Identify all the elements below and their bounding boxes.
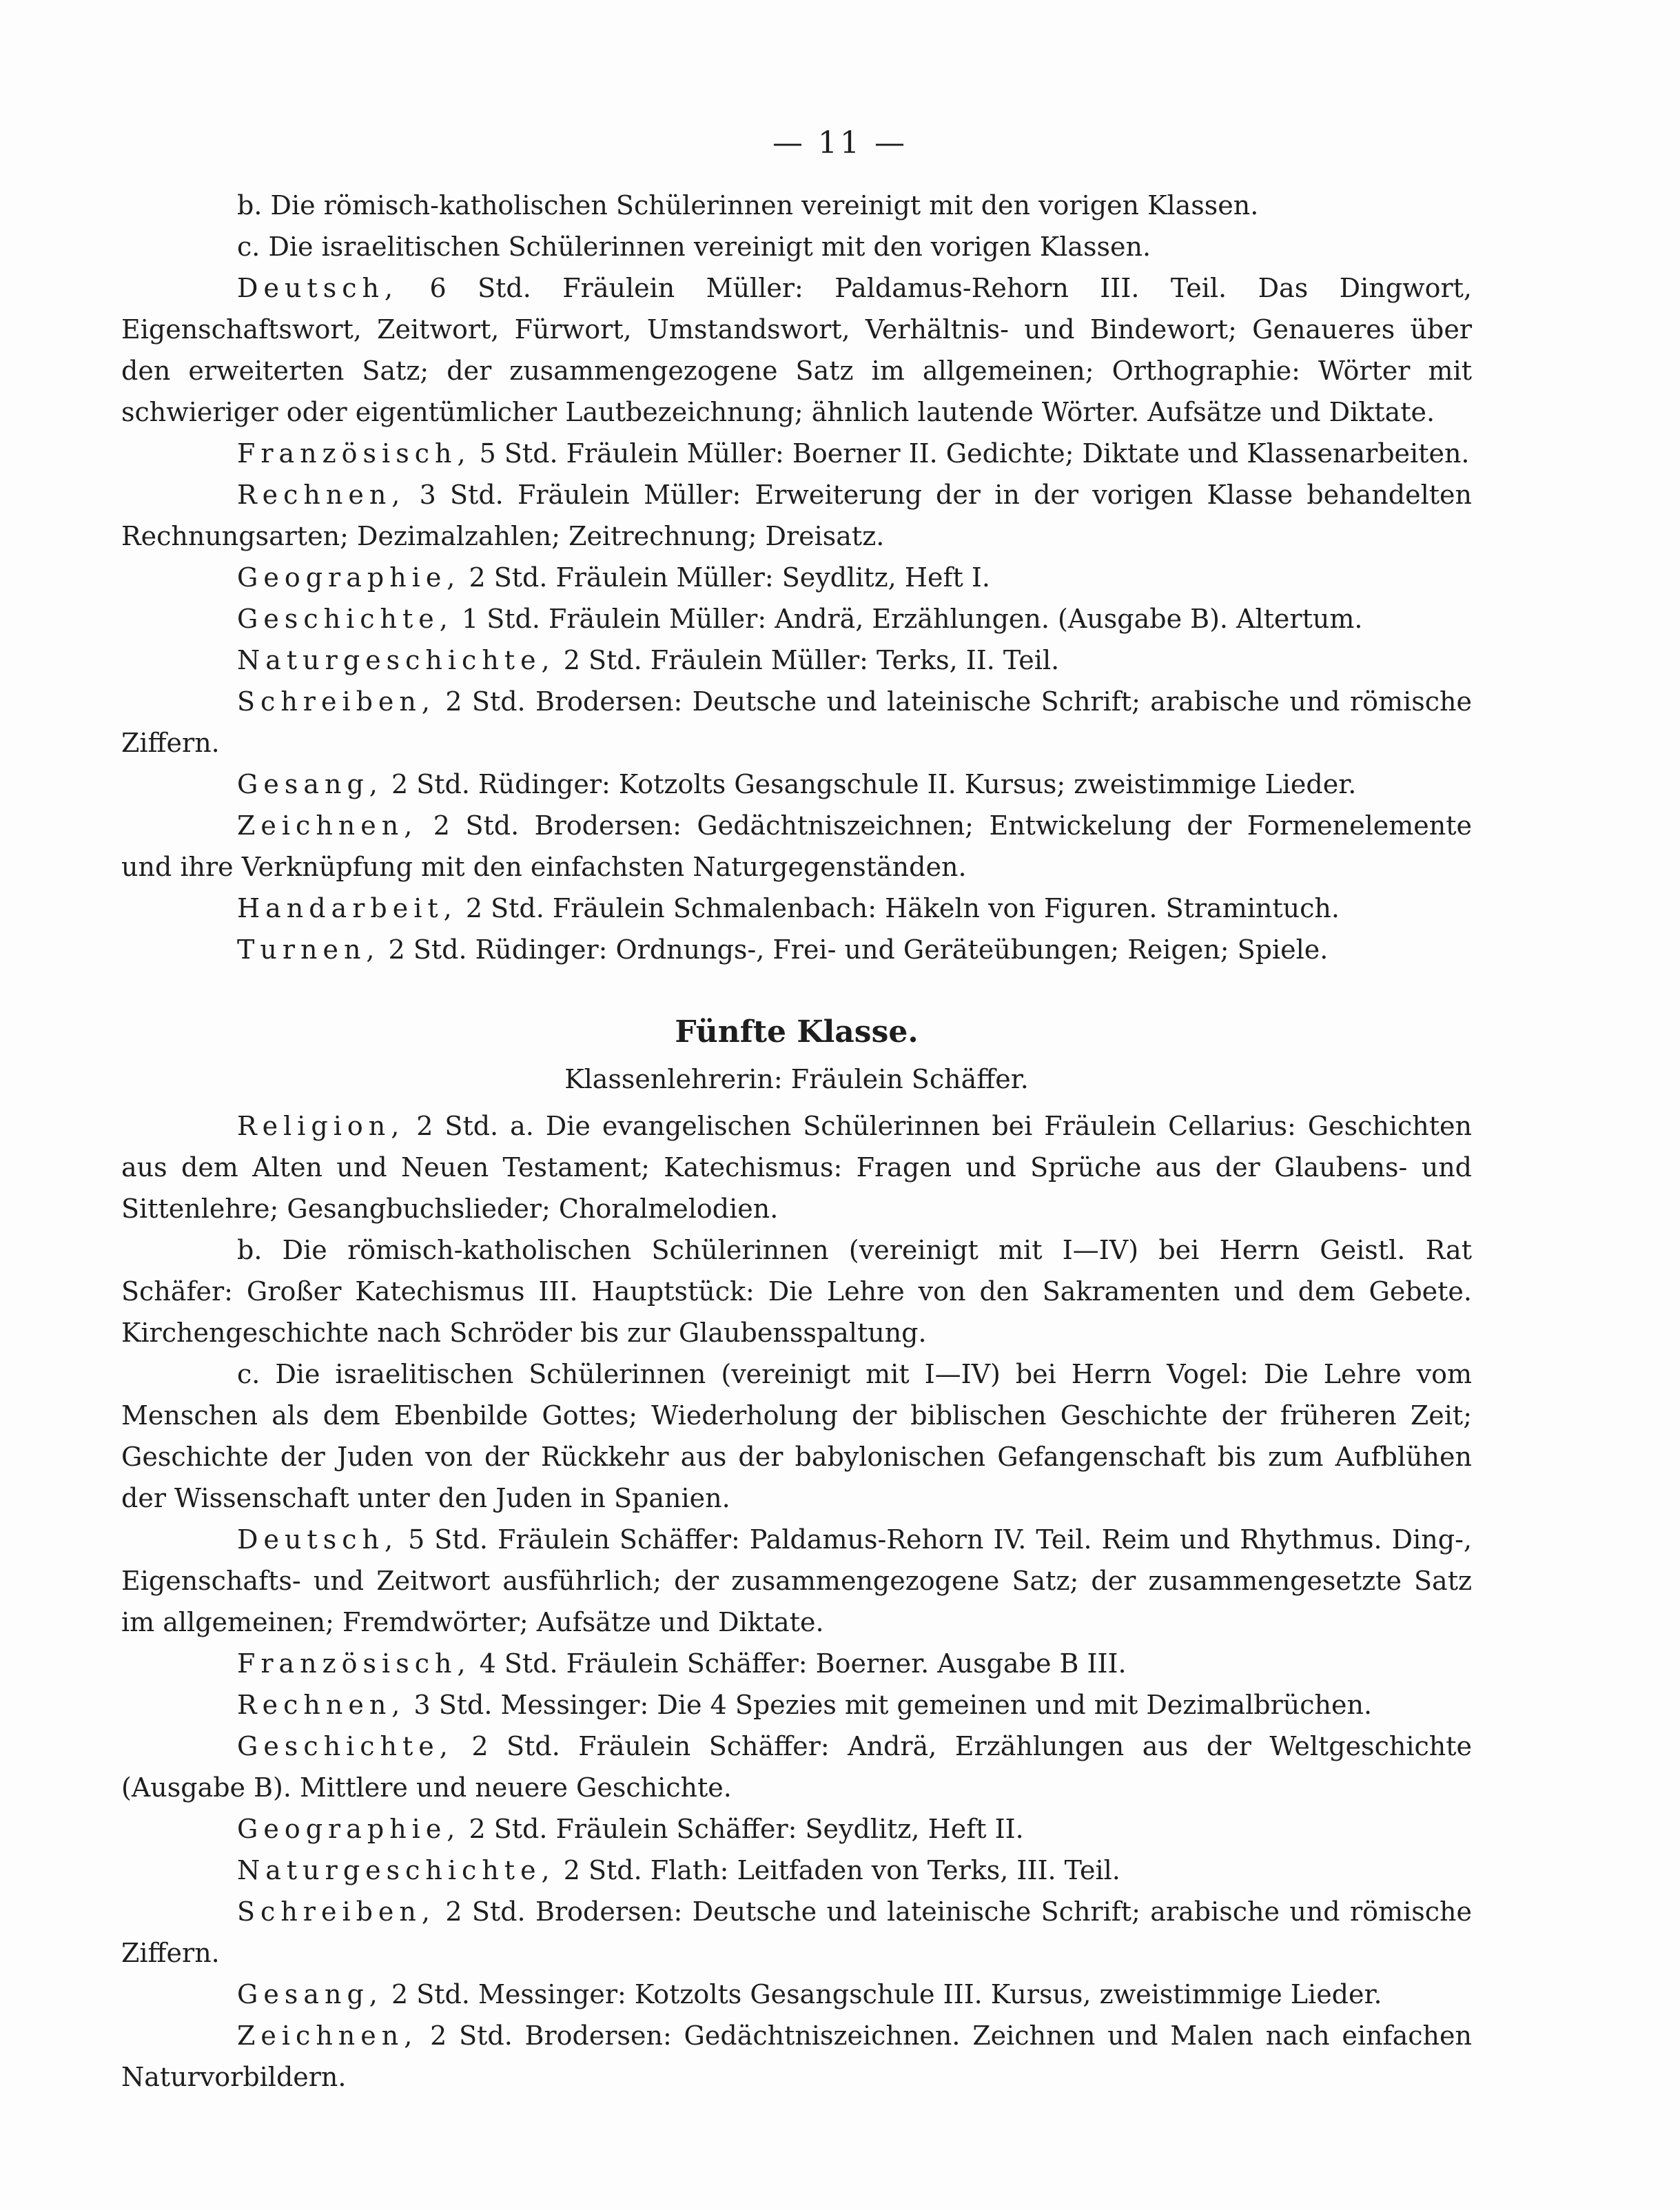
subject-description: 2 Std. Brodersen: Deutsche und lateinische Schrift; arabische und römische Ziffern.	[121, 1896, 1472, 1968]
text-body	[121, 185, 1472, 2098]
subject-paragraph	[121, 1850, 1472, 1891]
subject-description: 5 Std. Fräulein Müller: Boerner II. Gedichte; Diktate und Klassenarbeiten.	[471, 438, 1470, 469]
subject-name: Geographie,	[237, 1814, 461, 1844]
subject-name: Französisch,	[237, 438, 471, 469]
subject-description: 5 Std. Fräulein Schäffer: Paldamus-Rehorn IV. Teil. Reim und Rhythmus. Ding-, Eigenschafts- und Zeitwort ausführlich; der zusammengezogene Satz; der zusammengesetzte Satz im allgemeinen; Fremdwörter; Aufsätze und Diktate.	[121, 1524, 1472, 1637]
subject-paragraph	[121, 1105, 1472, 1229]
class-teacher-line: Klassenlehrerin: Fräulein Schäffer.	[564, 1064, 1029, 1094]
subject-description: 2 Std. Rüdinger: Kotzolts Gesangschule II. Kursus; zweistimmige Lieder.	[382, 769, 1357, 799]
subject-description: 6 Std. Fräulein Müller: Paldamus-Rehorn III. Teil. Das Dingwort, Eigenschaftswort, Zeitwort, Fürwort, Umstandswort, Verhältnis- und Bindewort; Genaueres über den erweiterten Satz; der zusammengezogene Satz im allgemeinen; Orthographie: Wörter mit schwieriger oder eigentümlicher Lautbezeichnung; ähnlich lautende Wörter. Aufsätze und Diktate.	[121, 273, 1472, 427]
subject-description: 2 Std. Fräulein Schmalenbach: Häkeln von Figuren. Stramintuch.	[457, 893, 1340, 923]
subject-paragraph	[121, 2015, 1472, 2098]
subject-name: Rechnen,	[237, 1690, 406, 1720]
subject-description: 2 Std. Flath: Leitfaden von Terks, III. Teil.	[555, 1855, 1120, 1885]
subject-paragraph	[121, 1808, 1472, 1850]
subject-description: 2 Std. Fräulein Müller: Seydlitz, Heft I.	[460, 562, 990, 593]
subject-description: b. Die römisch-katholischen Schülerinnen (vereinigt mit I—IV) bei Herrn Geistl. Rat Schäfer: Großer Katechismus III. Hauptstück: Die Lehre von den Sakramenten und dem Gebete. Kirchengeschichte nach Schröder bis zur Glaubensspaltung.	[121, 1235, 1472, 1348]
subject-paragraph	[121, 764, 1472, 805]
subject-name: Zeichnen,	[237, 810, 418, 841]
subject-description: 1 Std. Fräulein Müller: Andrä, Erzählungen. (Ausgabe B). Altertum.	[453, 604, 1363, 634]
subject-paragraph	[121, 1684, 1472, 1726]
subject-name: Geographie,	[237, 562, 461, 593]
subject-paragraph	[121, 805, 1472, 888]
subject-name: Zeichnen,	[237, 2020, 418, 2051]
subject-description: 2 Std. Brodersen: Gedächtniszeichnen; Entwickelung der Formenelemente und ihre Verknüpfung mit den einfachsten Naturgegenständen.	[121, 810, 1472, 882]
subject-paragraph	[121, 1643, 1472, 1684]
section-heading: Fünfte Klasse.	[675, 1014, 919, 1050]
subject-name: Turnen,	[237, 934, 380, 965]
subject-paragraph	[121, 226, 1472, 267]
subject-name: Religion,	[237, 1111, 405, 1141]
subject-description: c. Die israelitischen Schülerinnen vereinigt mit den vorigen Klassen.	[237, 232, 1151, 262]
subject-name: Gesang,	[237, 1979, 383, 2009]
subject-description: 2 Std. a. Die evangelischen Schülerinnen bei Fräulein Cellarius: Geschichten aus dem Alten und Neuen Testament; Katechismus: Fragen und Sprüche aus der Glaubens- und Sittenlehre; Gesangbuchslieder; Choralmelodien.	[121, 1111, 1472, 1224]
subject-name: Schreiben,	[237, 686, 436, 717]
subject-paragraph	[121, 888, 1472, 929]
subject-paragraph	[121, 1353, 1472, 1519]
subject-paragraph	[121, 1229, 1472, 1353]
subject-description: 3 Std. Fräulein Müller: Erweiterung der in der vorigen Klasse behandelten Rechnungsarten; Dezimalzahlen; Zeitrechnung; Dreisatz.	[121, 480, 1472, 551]
subject-paragraph	[121, 433, 1472, 474]
subject-paragraph	[121, 929, 1472, 970]
subject-name: Gesang,	[237, 769, 383, 799]
subject-name: Handarbeit,	[237, 893, 458, 923]
subject-paragraph	[121, 185, 1472, 226]
subject-paragraph	[121, 474, 1472, 557]
subject-paragraph	[121, 1519, 1472, 1643]
subject-paragraph	[121, 598, 1472, 640]
subject-description: 2 Std. Brodersen: Gedächtniszeichnen. Zeichnen und Malen nach einfachen Naturvorbildern.	[121, 2020, 1472, 2092]
subject-name: Naturgeschichte,	[237, 1855, 555, 1885]
subject-paragraph	[121, 1974, 1472, 2015]
subject-name: Deutsch,	[237, 273, 399, 303]
subject-name: Schreiben,	[237, 1896, 436, 1927]
subject-name: Französisch,	[237, 1648, 471, 1679]
subject-paragraph	[121, 557, 1472, 598]
subject-description: 3 Std. Messinger: Die 4 Spezies mit gemeinen und mit Dezimalbrüchen.	[405, 1690, 1373, 1720]
subject-description: 2 Std. Fräulein Schäffer: Andrä, Erzählungen aus der Weltgeschichte (Ausgabe B). Mittlere und neuere Geschichte.	[121, 1731, 1472, 1803]
subject-name: Naturgeschichte,	[237, 645, 555, 675]
subject-name: Geschichte,	[237, 604, 453, 634]
subject-description: 2 Std. Rüdinger: Ordnungs-, Frei- und Geräteübungen; Reigen; Spiele.	[380, 934, 1329, 965]
section-fifth-class	[121, 1105, 1472, 2098]
subject-description: 2 Std. Brodersen: Deutsche und lateinische Schrift; arabische und römische Ziffern.	[121, 686, 1472, 758]
subject-name: Rechnen,	[237, 480, 406, 510]
page-number: — 11 —	[772, 125, 908, 161]
subject-name: Geschichte,	[237, 1731, 453, 1761]
subject-paragraph	[121, 1726, 1472, 1808]
subject-paragraph	[121, 640, 1472, 681]
subject-paragraph	[121, 1891, 1472, 1974]
subject-description: b. Die römisch-katholischen Schülerinnen vereinigt mit den vorigen Klassen.	[237, 190, 1259, 221]
subject-description: 4 Std. Fräulein Schäffer: Boerner. Ausgabe B III.	[471, 1648, 1127, 1679]
subject-description: 2 Std. Fräulein Schäffer: Seydlitz, Heft II.	[460, 1814, 1024, 1844]
subject-description: c. Die israelitischen Schülerinnen (vereinigt mit I—IV) bei Herrn Vogel: Die Lehre vom Menschen als dem Ebenbilde Gottes; Wiederholung der biblischen Geschichte der früheren Zeit; Geschichte der Juden von der Rückkehr aus der babylonischen Gefangenschaft bis zum Aufblühen der Wissenschaft unter den Juden in Spanien.	[121, 1359, 1472, 1513]
section-fourth-class-continued	[121, 185, 1472, 970]
subject-description: 2 Std. Messinger: Kotzolts Gesangschule III. Kursus, zweistimmige Lieder.	[382, 1979, 1382, 2009]
subject-description: 2 Std. Fräulein Müller: Terks, II. Teil.	[555, 645, 1060, 675]
subject-paragraph	[121, 681, 1472, 764]
subject-paragraph	[121, 267, 1472, 433]
subject-name: Deutsch,	[237, 1524, 399, 1555]
